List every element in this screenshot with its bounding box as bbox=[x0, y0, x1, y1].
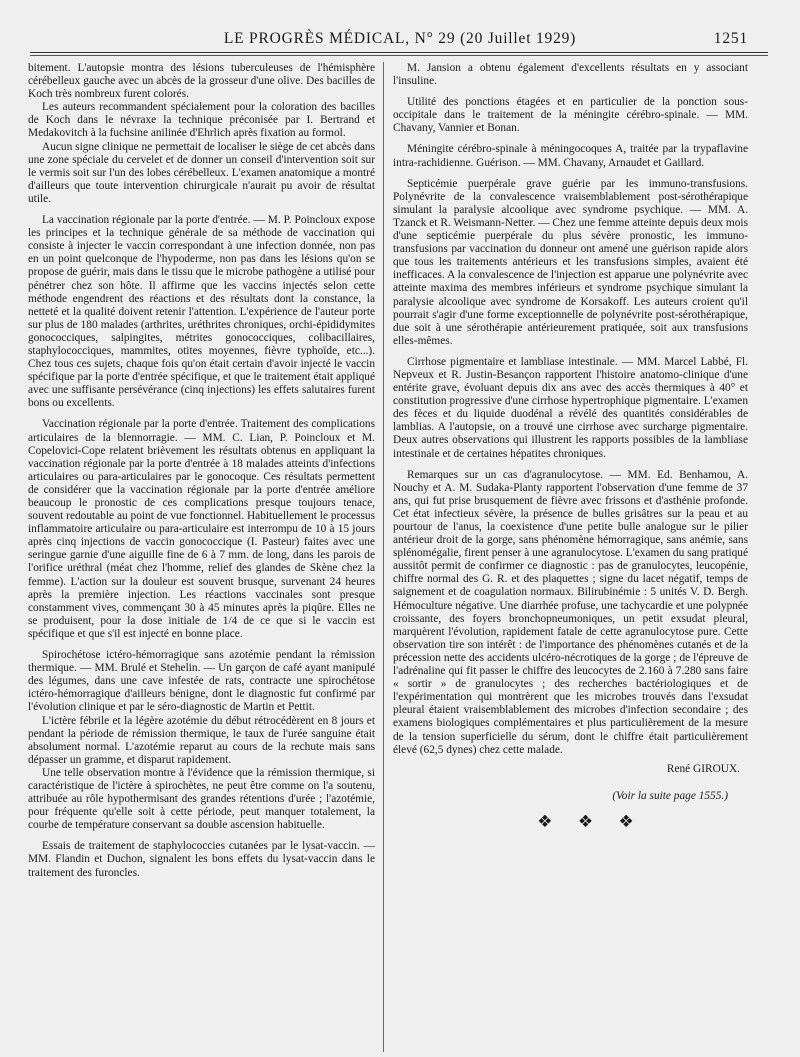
paragraph: Aucun signe clinique ne permettait de localiser le siège de cet abcès dans une zone spéciale du cervelet et de donner un conseil d'intervention soit sur le vermis soit sur l'un des lobes cérébelleux. L'examen anatomique a montré d'ailleurs que toute intervention chirurgicale n'aurait pu avoir de résultat utile. bbox=[28, 140, 375, 205]
abstract-benhamou: Remarques sur un cas d'agranulocytose. — MM. Ed. Benhamou, A. Nouchy et A. M. Sudaka-Planty rapportent l'observation d'une femme de 37 ans, qui fut prise brusquement de fièvre avec frissons et d'asthénie profonde. Cet état infectieux sévère, la présence de bulles grisâtres sur la peau et au pourtour de l'anus, la coexistence d'une petite bulle analogue sur le pilier antérieur droit de la gorge, sans phénomène hémorragique, sans anémie, sans splénomégalie, firent penser à une agranulocytose. L'examen du sang pratiqué aussitôt permit de confirmer ce diagnostic : pas de granulocytes, leucopénie, chiffre normal des G. R. et des plaquettes ; signe du lacet négatif, temps de saignement et de coagulation normaux. Bilirubinémie : 5 unités V. D. Bergh. Hémoculture négative. Une diarrhée profuse, une tachycardie et une polypnée croissante, des foyers bronchopneumoniques, un petit exsudat pleural, marquèrent l'évolution, rapidement fatale de cette agranulocytose pure. Cette observation tire son intérêt : de l'importance des phénomènes cutanés et de la précession nette des accidents ulcéro-nécrotiques de la gorge ; de l'épreuve de l'adrénaline qui fit passer le chiffre des leucocytes de 2.160 à 7.280 sans faire « sortir » de granulocytes ; des recherches bactériologiques et de l'expérimentation qui montrèrent que les microbes trouvés dans l'exsudat pleural étaient vraisemblablement des microbes d'infection secondaire ; des examens biologiques complémentaires et plus particulièrement de la mesure de la tension superficielle du sérum, dont le chiffre était particulièrement élevé (62,5 dynes) chez cette malade. bbox=[393, 468, 748, 756]
header-rule bbox=[30, 52, 768, 53]
abstract-lian: Vaccination régionale par la porte d'entrée. Traitement des complications articulaires de la blennorragie. — MM. C. Lian, P. Poincloux et M. Copelovici-Cope relatent brièvement les résultats obtenus en appliquant la vaccination régionale par la porte d'entrée à 18 malades atteints d'infections articulaires ou para-articulaires par le gonocoque. Ces résultats permettent de considérer que la vaccination régionale par la porte d'entrée améliore beaucoup le pronostic de ces complications presque toujours tenace, souvent redoutable au point de vue fonctionnel. Habituellement le processus inflammatoire articulaire ou para-articulaire est interrompu de 10 à 15 jours après cinq injections de vaccin gonococcique (I. Pasteur) faites avec une seringue garnie d'une aiguille fine de 6 à 7 mm. de long, dans les parois de l'orifice uréthral (méat chez l'homme, relief des glandes de Skène chez la femme). L'action sur la douleur est souvent brusque, survenant 24 heures après la première injection. Les réactions vaccinales sont presque constamment vives, commençant 30 à 45 minutes après la piqûre. Elles ne se produisent, pour la dose initiale de 1/4 de ce que si le vaccin est spécifique et que s'il est injecté en bonne place. bbox=[28, 418, 375, 640]
paragraph: bitement. L'autopsie montra des lésions tuberculeuses de l'hémisphère cérébelleux gauche avec un abcès de la grosseur d'une olive. Des bacilles de Koch très nombreux furent colorés. bbox=[28, 62, 375, 101]
abstract-brule: Spirochétose ictéro-hémorragique sans azotémie pendant la rémission thermique. — MM. Brulé et Stehelin. — Un garçon de café ayant manipulé des légumes, dans une cave infestée de rats, contracte une spirochétose ictéro-hémorragique d'ailleurs bénigne, dont le diagnostic fut confirmé par l'évolution clinique et par le séro-diagnostic de Martin et Pettit. bbox=[28, 649, 375, 714]
right-column bbox=[393, 62, 748, 832]
column-divider bbox=[383, 62, 384, 1052]
ornament-icon: ❖ ❖ ❖ bbox=[537, 811, 644, 832]
abstract-chavany-1: Utilité des ponctions étagées et en particulier de la ponction sous-occipitale dans le traitement de la méningite cérébro-spinale. — MM. Chavany, Vannier et Bonan. bbox=[393, 96, 748, 135]
paragraph: Une telle observation montre à l'évidence que la rémission thermique, si caractéristique de l'ictère à spirochètes, ne peut être comme on l'a soutenu, attribuée au rôle hypothermisant des grandes rétentions d'urée ; l'azotémie, pour fréquente qu'elle soit à cette période, peut manquer totalement, la courbe de température conservant sa double ascension habituelle. bbox=[28, 766, 375, 832]
abstract-poincloux: La vaccination régionale par la porte d'entrée. — M. P. Poincloux expose les principes et la technique générale de sa méthode de vaccination qui consiste à injecter le vaccin correspondant à une infection donnée, non pas en un point quelconque de l'hypoderme, non pas dans les lésions qu'on se propose de guérir, mais dans le tissu que le microbe pathogène a utilisé pour pénétrer chez son hôte. Il affirme que les vaccins injectés selon cette méthode engendrent des réactions et des résultats dont la constance, la netteté et la qualité doivent retenir l'attention. L'expérience de l'auteur porte sur plus de 180 malades (arthrites, uréthrites chroniques, orchi-épididymites gonococciques, salpingites, métrites gonococciques, colibacillaires, staphylococciques, mammites, otites moyennes, fièvre typhoïde, etc...). Chez tous ces sujets, chaque fois qu'on était certain d'avoir injecté le vaccin spécifique par la porte d'entrée spécifique, et que le traitement était appliqué avec une suffisante persévérance (cinq injections) les effets salutaires furent bons ou excellents. bbox=[28, 214, 375, 410]
author-signature: René GIROUX. bbox=[666, 762, 740, 775]
abstract-chavany-2: Méningite cérébro-spinale à méningocoques A, traitée par la trypaflavine intra-rachidienne. Guérison. — MM. Chavany, Arnaudet et Gaillard. bbox=[393, 143, 748, 169]
continuation-note: (Voir la suite page 1555.) bbox=[612, 789, 728, 802]
paragraph: Les auteurs recommandent spécialement pour la coloration des bacilles de Koch dans le névraxe la technique préconisée par I. Bertrand et Medakovitch à la fuchsine anilinée d'Ehrlich après fixation au formol. bbox=[28, 101, 375, 140]
page-number: 1251 bbox=[713, 30, 748, 47]
journal-title: LE PROGRÈS MÉDICAL, N° 29 (20 Juillet 1929) bbox=[223, 30, 577, 47]
paragraph: M. Jansion a obtenu également d'excellents résultats en y associant l'insuline. bbox=[393, 62, 748, 88]
header-rule-thin bbox=[30, 55, 768, 56]
left-column bbox=[28, 62, 375, 880]
abstract-labbe: Cirrhose pigmentaire et lambliase intestinale. — MM. Marcel Labbé, Fl. Nepveux et R. Justin-Besançon rapportent l'histoire anatomo-clinique d'une entérite grave, évoluant depuis dix ans avec des accès thermiques à 40° et constitution progressive d'une cirrhose hypertrophique pigmentaire. L'examen des fèces et du liquide duodénal a révélé des quantités considérables de lamblias. A l'autopsie, on a trouvé une cirrhose avec surcharge pigmentaire. Deux autres observations qui illustrent les rapports possibles de la lambliase intestinale et de certaines hépatites chroniques. bbox=[393, 355, 748, 460]
running-header bbox=[0, 30, 800, 52]
paragraph: L'ictère fébrile et la légère azotémie du début rétrocédèrent en 8 jours et pendant la période de rémission thermique, le taux de l'urée sanguine était absolument normal. L'azotémie reparut au cours de la rechute mais sans dépasser un gramme, et disparut rapidement. bbox=[28, 714, 375, 766]
abstract-flandin: Essais de traitement de staphylococcies cutanées par le lysat-vaccin. — MM. Flandin et Duchon, signalent les bons effets du lysat-vaccin dans le traitement des furoncles. bbox=[28, 840, 375, 879]
abstract-tzanck: Septicémie puerpérale grave guérie par les immuno-transfusions. Polynévrite de la convalescence vraisemblablement post-sérothérapique simulant la paralysie alcoolique avec syndrome psychique. — MM. A. Tzanck et R. Weismann-Netter. — Chez une femme atteinte depuis deux mois d'une septicémie puerpérale du plus sévère pronostic, les immuno-transfusions par vaccination du donneur ont amené une guérison rapide alors que tous les traitements antérieurs et les transfusions simples, avaient été inefficaces. A la convalescence de l'injection est apparue une polynévrite avec atteinte maxima des membres inférieurs et syndrome psychique simulant la paralysie alcoolique avec syndrome de Korsakoff. Les auteurs croient qu'il pourrait s'agir d'une forme exceptionnelle de polynévrite post-sérothérapique, due soit à une sérothérapie antérieurement pratiquée, soit aux transfusions elles-mêmes. bbox=[393, 177, 748, 347]
